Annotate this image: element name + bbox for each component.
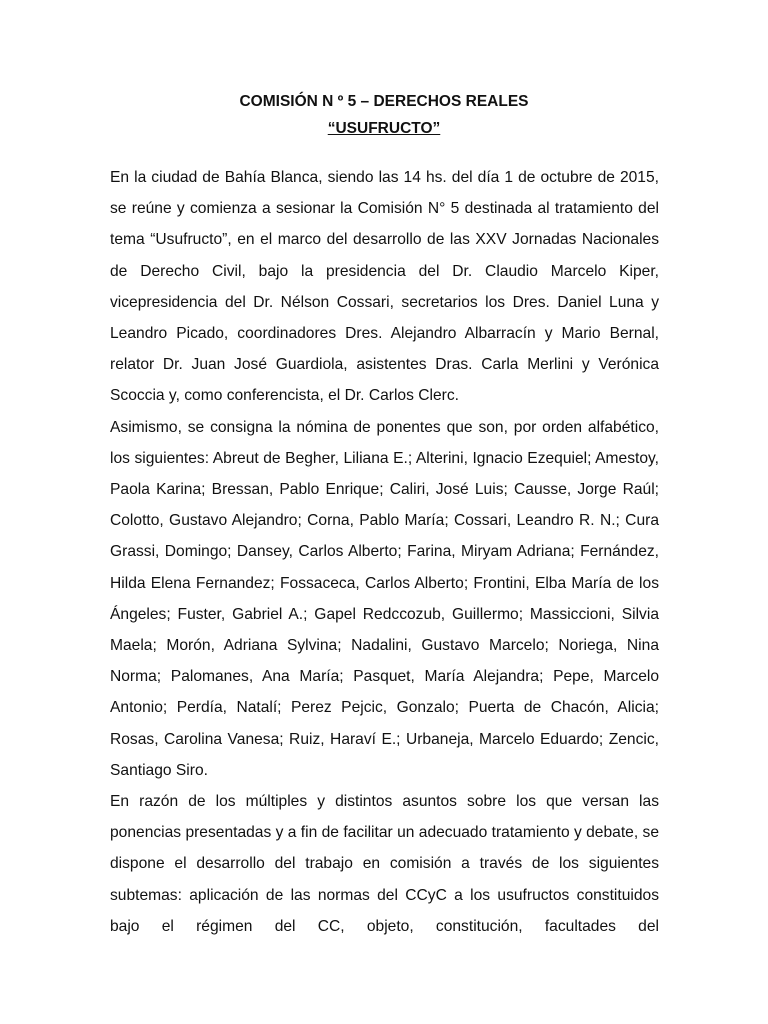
document-title: COMISIÓN N º 5 – DERECHOS REALES xyxy=(239,93,529,110)
document-subtitle: “USUFRUCTO” xyxy=(327,120,441,137)
document-body xyxy=(110,162,659,942)
paragraph-subtopics: En razón de los múltiples y distintos asuntos sobre los que versan las ponencias presentadas y a fin de facilitar un adecuado tratamiento y debate, se dispone el desarrollo del trabajo en comisión a través de los siguientes subtemas: aplicación de las normas del CCyC a los usufructos constituidos bajo el régimen del CC, objeto, constitución, facultades del xyxy=(110,793,659,935)
paragraph-opening: En la ciudad de Bahía Blanca, siendo las 14 hs. del día 1 de octubre de 2015, se reúne y comienza a sesionar la Comisión N° 5 destinada al tratamiento del tema “Usufructo”, en el marco del desarrollo de las XXV Jornadas Nacionales de Derecho Civil, bajo la presidencia del Dr. Claudio Marcelo Kiper, vicepresidencia del Dr. Nélson Cossari, secretarios los Dres. Daniel Luna y Leandro Picado, coordinadores Dres. Alejandro Albarracín y Mario Bernal, relator Dr. Juan José Guardiola, asistentes Dras. Carla Merlini y Verónica Scoccia y, como conferencista, el Dr. Carlos Clerc. xyxy=(110,169,659,405)
paragraph-speakers: Asimismo, se consigna la nómina de ponentes que son, por orden alfabético, los siguientes: Abreut de Begher, Liliana E.; Alterini, Ignacio Ezequiel; Amestoy, Paola Karina; Bressan, Pablo Enrique; Caliri, José Luis; Causse, Jorge Raúl; Colotto, Gustavo Alejandro; Corna, Pablo María; Cossari, Leandro R. N.; Cura Grassi, Domingo; Dansey, Carlos Alberto; Farina, Miryam Adriana; Fernández, Hilda Elena Fernandez; Fossaceca, Carlos Alberto; Frontini, Elba María de los Ángeles; Fuster, Gabriel A.; Gapel Redccozub, Guillermo; Massiccioni, Silvia Maela; Morón, Adriana Sylvina; Nadalini, Gustavo Marcelo; Noriega, Nina Norma; Palomanes, Ana María; Pasquet, María Alejandra; Pepe, Marcelo Antonio; Perdía, Natalí; Perez Pejcic, Gonzalo; Puerta de Chacón, Alicia; Rosas, Carolina Vanesa; Ruiz, Haraví E.; Urbaneja, Marcelo Eduardo; Zencic, Santiago Siro. xyxy=(110,418,659,779)
